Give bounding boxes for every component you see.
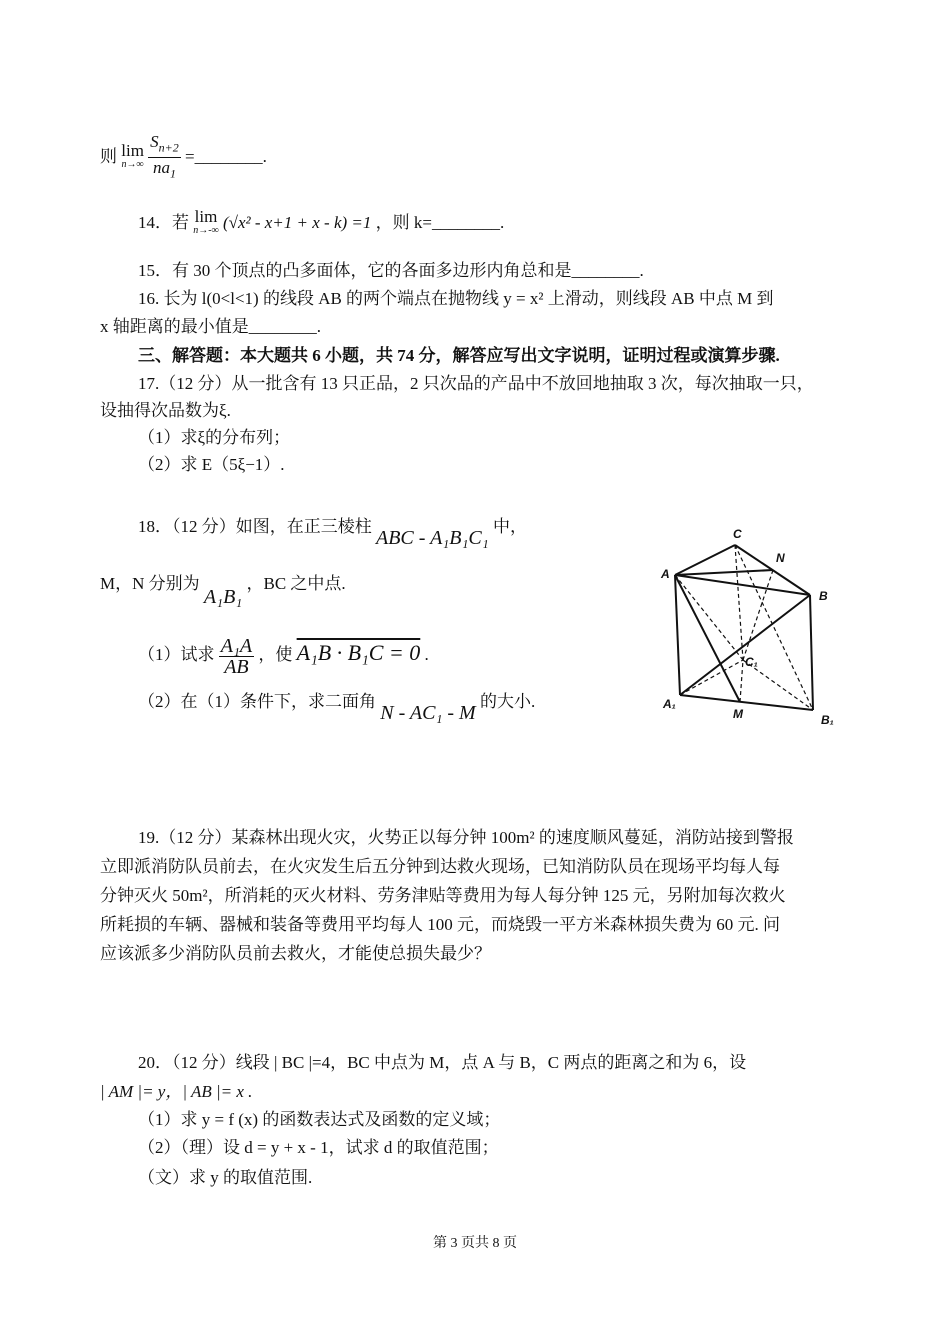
q13-num-sub: n+2 [158, 140, 179, 155]
q19-line: 立即派消防队员前去，在火灾发生后五分钟到达救火现场，已知消防队员在现场平均每人每 [100, 857, 780, 876]
q18-part2 [138, 690, 535, 725]
q13-suffix: =________. [185, 146, 267, 166]
label-c1: C₁ [745, 655, 758, 669]
edge-ac [675, 545, 735, 575]
q16-line1: 16. 长为 l(0<l<1) 的线段 AB 的两个端点在抛物线 y = x² 上滑动，则线段 AB 中点 M 到 [138, 289, 774, 308]
q14 [138, 207, 505, 238]
q18-vector-expr: A₁B · B₁C = 0 [296, 640, 421, 665]
q19-line: 分钟灭火 50m²，所消耗的灭火材料、劳务津贴等费用为每人每分钟 125 元，另附加每次救火 [100, 886, 786, 905]
q13-num: S [150, 132, 159, 151]
label-m: M [733, 707, 743, 721]
q19-line: 应该派多少消防队员前去救火，才能使总损失最少？ [100, 944, 491, 963]
q18-mn-end: ，BC 之中点. [246, 574, 346, 593]
q14-expression: (√x² - x+1 + x - k) =1 [222, 212, 372, 232]
edge-cc1 [735, 545, 743, 660]
edge-bb1 [810, 595, 813, 710]
q13-fraction [148, 132, 181, 184]
edge-ab [675, 575, 810, 595]
page-footer: 第 3 页共 8 页 [433, 1236, 517, 1251]
label-n: N [776, 551, 785, 565]
prism-figure [655, 520, 845, 730]
section-heading: 三、解答题：本大题共 6 小题，共 74 分，解答应写出文字说明，证明过程或演算步骤. [138, 346, 780, 365]
q19-line: 所耗损的车辆、器械和装备等费用平均每人 100 元，而烧毁一平方米森林损失费为 60 元. 问 [100, 915, 780, 934]
q18-part2-text: （2）在（1）条件下，求二面角 [138, 692, 376, 711]
label-b: B [819, 589, 828, 603]
q18-segment: A₁B₁ [203, 586, 243, 608]
q14-lim-word: lim [194, 207, 218, 226]
q18-angle: N - AC₁ - M [380, 702, 476, 724]
q14-suffix: ，则 k=________. [375, 212, 505, 232]
q18-ratio-den: AB [224, 655, 249, 678]
q17-part2: （2）求 E（5ξ−1）. [138, 455, 285, 474]
q20-part3: （文）求 y 的取值范围. [138, 1168, 313, 1187]
q18-prism: ABC - A₁B₁C₁ [376, 527, 489, 549]
segment-cb1 [735, 545, 813, 710]
segment-am [675, 575, 740, 702]
q18-line1 [138, 515, 527, 550]
label-c: C [733, 527, 742, 541]
edge-a1b1 [680, 695, 813, 710]
q14-lim-sub: n→-∞ [193, 225, 219, 236]
q13-den-sub: 1 [169, 166, 176, 181]
q18-ratio-num: A₁A [220, 634, 253, 657]
segment-mc1 [740, 660, 743, 702]
q18-mn: M，N 分别为 [100, 574, 200, 593]
q17-line1: 17.（12 分）从一批含有 13 只正品，2 只次品的产品中不放回地抽取 3 次，每次抽取一只， [138, 374, 814, 393]
q18-ratio [219, 636, 254, 677]
q16-line2: x 轴距离的最小值是________. [100, 317, 321, 336]
q18-part2-end: 的大小. [479, 692, 536, 711]
q18-part1 [138, 628, 429, 680]
q18-intro: 18．（12 分）如图，在正三棱柱 [138, 517, 372, 536]
q13-den: na [152, 158, 170, 178]
label-a1: A₁ [663, 697, 676, 711]
q18-line2 [100, 572, 346, 609]
label-b1: B₁ [821, 713, 834, 727]
q14-limit [193, 207, 219, 238]
segment-ac1 [675, 575, 743, 660]
q13-tail [100, 132, 267, 184]
q13-lim-word: lim [121, 140, 144, 160]
q13-lim-sub: n→∞ [121, 158, 144, 170]
edge-aa1 [675, 575, 680, 695]
q20-part2: （2）（理）设 d = y + x - 1，试求 d 的取值范围； [138, 1138, 499, 1157]
q13-prefix: 则 [100, 146, 117, 166]
label-a: A [661, 567, 670, 581]
q20-part1: （1）求 y = f (x) 的函数表达式及函数的定义域； [138, 1110, 501, 1129]
q18-part1-mid: ，使 [258, 645, 293, 664]
q18-intro-end: 中， [492, 517, 527, 536]
q18-part1-text: （1）试求 [138, 645, 215, 664]
q20-line1: 20．（12 分）线段 | BC |=4，BC 中点为 M，点 A 与 B，C 两点的距离之和为 6，设 [138, 1053, 747, 1072]
q13-limit [121, 140, 144, 172]
q17-part1: （1）求ξ的分布列； [138, 428, 291, 447]
q15: 15．有 30 个顶点的凸多面体，它的各面多边形内角总和是________. [138, 261, 644, 280]
segment-a1b [680, 595, 810, 695]
q20-line2: | AM |= y，| AB |= x . [100, 1082, 253, 1101]
q19-line: 19.（12 分）某森林出现火灾，火势正以每分钟 100m² 的速度顺风蔓延，消防站接到警报 [138, 828, 794, 847]
q18-part1-end: . [424, 645, 429, 664]
segment-an [675, 570, 773, 575]
q17-line2: 设抽得次品数为ξ. [100, 401, 231, 420]
q14-number: 14．若 [138, 212, 189, 232]
